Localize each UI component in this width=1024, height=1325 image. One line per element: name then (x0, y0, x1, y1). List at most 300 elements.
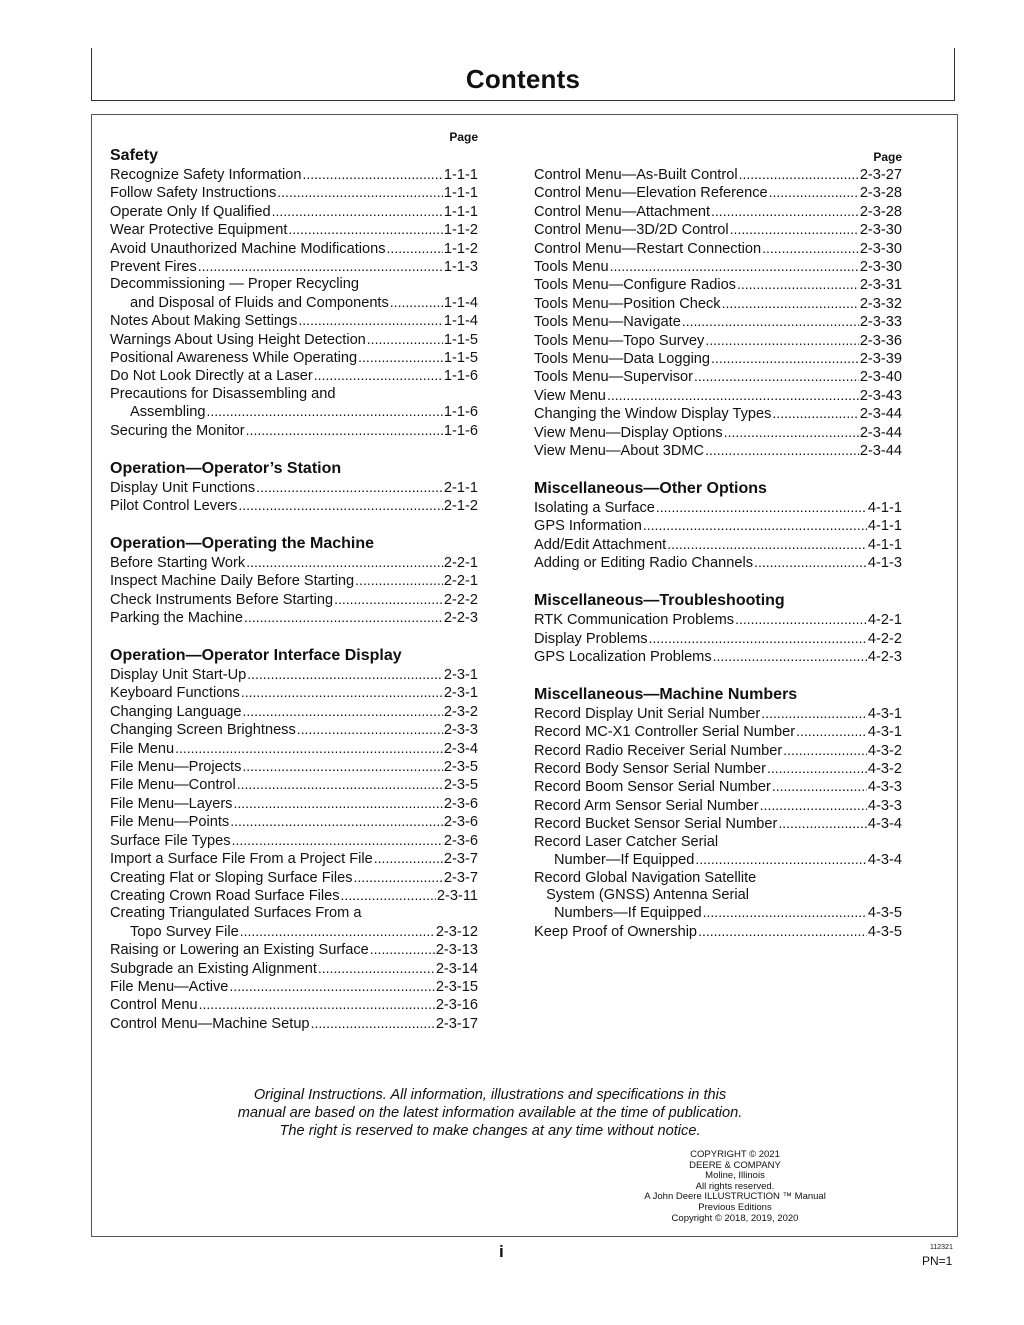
dot-leader (739, 166, 859, 184)
toc-entry-label: File Menu—Projects (110, 759, 242, 776)
dot-leader (246, 554, 443, 572)
toc-entry[interactable] (534, 405, 902, 423)
toc-entry-page: 4-2-2 (867, 630, 902, 647)
toc-entry[interactable] (110, 978, 478, 996)
toc-entry-label: Control Menu—Machine Setup (110, 1015, 310, 1032)
dot-leader (737, 276, 859, 294)
toc-entry[interactable] (110, 349, 478, 367)
section-gap (110, 628, 478, 647)
dot-leader (703, 904, 867, 922)
toc-entry-label: Tools Menu—Data Logging (534, 351, 711, 368)
dot-leader (796, 723, 867, 741)
dot-leader (754, 554, 867, 572)
toc-entry[interactable] (110, 422, 478, 440)
toc-entry[interactable] (110, 203, 478, 221)
dot-leader (341, 887, 436, 905)
toc-entry-page: 1-1-2 (443, 240, 478, 257)
dot-leader (767, 760, 867, 778)
dot-leader (229, 978, 434, 996)
dot-leader (199, 996, 435, 1014)
toc-entry[interactable] (110, 684, 478, 702)
toc-entry[interactable] (110, 184, 478, 202)
toc-entry-label: Record Display Unit Serial Number (534, 705, 761, 722)
toc-entry-label: Inspect Machine Daily Before Starting (110, 573, 355, 590)
toc-entry-label: Prevent Fires (110, 259, 197, 276)
toc-entry[interactable] (110, 166, 478, 184)
dot-leader (237, 776, 443, 794)
toc-entry-label: File Menu—Active (110, 978, 229, 995)
dot-leader (656, 499, 867, 517)
dot-leader (246, 422, 443, 440)
toc-entry-label: Control Menu—Restart Connection (534, 240, 762, 257)
page-column-header: Page (873, 150, 902, 164)
copyright-line: Previous Editions (698, 1201, 772, 1213)
copyright-line: COPYRIGHT © 2021 (690, 1149, 780, 1160)
toc-section (110, 515, 478, 627)
toc-entry-page: 2-3-1 (443, 685, 478, 702)
toc-entry-page: 4-2-1 (867, 612, 902, 629)
toc-entry-label: Isolating a Surface (534, 500, 655, 516)
toc-entry[interactable] (110, 591, 478, 609)
toc-entry-page: 2-3-11 (436, 887, 478, 904)
toc-entry[interactable] (534, 240, 902, 258)
dot-leader (297, 721, 443, 739)
toc-entry[interactable] (534, 424, 902, 442)
dot-leader (256, 479, 443, 497)
dot-leader (713, 648, 867, 666)
toc-entry-page: 2-3-36 (859, 332, 902, 349)
toc-entry-label: Assembling (130, 404, 206, 421)
toc-entry-label: File Menu—Layers (110, 795, 233, 812)
toc-entry-page: 4-3-3 (867, 779, 902, 796)
toc-entry-label: RTK Communication Problems (534, 612, 735, 629)
dot-leader (355, 572, 443, 590)
toc-entry-page: 2-3-27 (859, 167, 902, 183)
dot-leader (314, 367, 443, 385)
toc-entry-label: Pilot Control Levers (110, 498, 238, 514)
dot-leader (711, 350, 859, 368)
dot-leader (772, 405, 858, 423)
toc-entry-page: 2-3-6 (443, 814, 478, 831)
toc-entry-label: Before Starting Work (110, 554, 246, 571)
toc-entry[interactable] (534, 499, 902, 517)
toc-entry-page: 2-3-7 (443, 869, 478, 886)
toc-entry-label: Changing Screen Brightness (110, 722, 296, 739)
toc-entry-line: Decommissioning — Proper Recycling (110, 276, 359, 293)
dot-leader (610, 258, 859, 276)
toc-entry[interactable] (534, 815, 902, 833)
toc-entry-label: Record Boom Sensor Serial Number (534, 779, 771, 796)
toc-entry-page: 2-3-7 (443, 851, 478, 868)
toc-entry[interactable] (110, 740, 478, 758)
toc-entry[interactable] (110, 240, 478, 258)
toc-entry[interactable] (534, 611, 902, 629)
toc-entry-label: Parking the Machine (110, 610, 244, 627)
toc-entry[interactable] (534, 778, 902, 796)
toc-entry-label: Avoid Unauthorized Machine Modifications (110, 240, 386, 257)
toc-entry[interactable] (534, 350, 902, 368)
dot-leader (175, 740, 443, 758)
toc-entry-page: 2-3-44 (859, 443, 902, 460)
toc-entry-label: Record Radio Receiver Serial Number (534, 742, 783, 759)
copyright-block (620, 1150, 850, 1224)
dot-leader (230, 813, 443, 831)
toc-entry[interactable] (110, 572, 478, 590)
toc-entry[interactable] (534, 184, 902, 202)
toc-entry-page: 2-3-12 (435, 923, 478, 940)
toc-entry-page: 2-2-1 (443, 573, 478, 590)
dot-leader (695, 851, 867, 869)
toc-entry[interactable] (110, 795, 478, 813)
dot-leader (238, 497, 443, 515)
toc-entry[interactable] (110, 1015, 478, 1033)
toc-entry-page: 1-1-6 (443, 368, 478, 385)
dot-leader (769, 184, 859, 202)
page-title: Contents (465, 64, 581, 94)
section-title: Operation—Operator Interface Display (110, 647, 402, 665)
dot-leader (367, 331, 443, 349)
toc-entry-page: 4-1-3 (867, 555, 902, 572)
toc-section (110, 628, 478, 1034)
toc-entry-label: Positional Awareness While Operating (110, 350, 358, 367)
toc-entry-label: Keyboard Functions (110, 685, 240, 702)
dot-leader (705, 332, 858, 350)
toc-entry-page: 2-3-44 (859, 406, 902, 423)
toc-entry-page: 2-3-44 (859, 424, 902, 441)
toc-entry[interactable] (534, 368, 902, 386)
dot-leader (772, 778, 867, 796)
toc-entry-label: Recognize Safety Information (110, 167, 302, 183)
toc-entry-page: 4-3-2 (867, 761, 902, 778)
toc-entry-page: 1-1-1 (443, 167, 478, 183)
dot-leader (334, 591, 443, 609)
toc-entry-page: 4-3-5 (867, 905, 902, 922)
toc-entry-label: Raising or Lowering an Existing Surface (110, 942, 369, 959)
toc-entry[interactable] (110, 776, 478, 794)
dot-leader (711, 203, 859, 221)
toc-entry-page: 1-1-2 (443, 222, 478, 239)
page-column-header: Page (449, 130, 478, 144)
dot-leader (242, 703, 442, 721)
document-code: 112321 (930, 1244, 953, 1251)
toc-entry[interactable] (534, 723, 902, 741)
toc-entry-page: 4-3-4 (867, 816, 902, 833)
toc-entry[interactable] (110, 721, 478, 739)
toc-entry[interactable] (110, 887, 478, 905)
toc-entry-page: 1-1-1 (443, 185, 478, 202)
toc-entry-label: Add/Edit Attachment (534, 536, 667, 553)
toc-entry-page: 2-1-2 (443, 498, 478, 514)
toc-entry-page: 4-1-1 (867, 536, 902, 553)
title-box (91, 48, 955, 101)
toc-entry-label: Control Menu—Elevation Reference (534, 185, 768, 202)
toc-entry-page: 1-1-1 (443, 203, 478, 220)
toc-entry-page: 4-1-1 (867, 500, 902, 516)
toc-entry-label: Warnings About Using Height Detection (110, 331, 366, 348)
dot-leader (643, 517, 867, 535)
toc-entry-label: Surface File Types (110, 832, 231, 849)
copyright-line: DEERE & COMPANY (689, 1159, 781, 1171)
toc-entry-line: Record Laser Catcher Serial (534, 833, 719, 850)
toc-entry[interactable] (110, 941, 478, 959)
dot-leader (358, 349, 443, 367)
toc-entry-label: Tools Menu—Navigate (534, 314, 681, 331)
toc-entry-page: 4-3-1 (867, 724, 902, 741)
toc-entry[interactable] (534, 904, 902, 922)
toc-entry-label: Do Not Look Directly at a Laser (110, 368, 313, 385)
dot-leader (318, 960, 435, 978)
dot-leader (724, 424, 859, 442)
toc-entry-label: Notes About Making Settings (110, 313, 298, 330)
notice-line: The right is reserved to make changes at any time without notice. (279, 1123, 701, 1139)
dot-leader (387, 240, 443, 258)
toc-entry[interactable] (534, 648, 902, 666)
notice-line: Original Instructions. All information, illustrations and specifications in this (253, 1087, 727, 1103)
toc-entry-label: Tools Menu—Topo Survey (534, 332, 705, 349)
toc-entry-label: GPS Information (534, 518, 642, 535)
toc-entry-page: 2-3-15 (435, 978, 478, 995)
toc-entry-label: Control Menu—As-Built Control (534, 167, 738, 183)
toc-entry-page: 2-3-17 (435, 1015, 478, 1032)
toc-entry-label: Creating Flat or Sloping Surface Files (110, 869, 353, 886)
toc-entry-page: 2-3-2 (443, 703, 478, 720)
toc-entry-page: 2-3-28 (859, 185, 902, 202)
toc-entry[interactable] (110, 850, 478, 868)
toc-entry[interactable] (110, 258, 478, 276)
dot-leader (778, 815, 867, 833)
toc-entry[interactable] (534, 276, 902, 294)
toc-entry-page: 2-3-39 (859, 351, 902, 368)
toc-entry-page: 2-3-28 (859, 203, 902, 220)
toc-entry[interactable] (110, 609, 478, 627)
section-title: Miscellaneous—Other Options (534, 480, 767, 497)
toc-entry-page: 2-3-33 (859, 314, 902, 331)
notice-line: manual are based on the latest information available at the time of publication. (237, 1105, 743, 1121)
toc-entry-label: Record Arm Sensor Serial Number (534, 797, 759, 814)
toc-entry-label: Import a Surface File From a Project File (110, 851, 373, 868)
section-title: Miscellaneous—Machine Numbers (534, 685, 798, 703)
dot-leader (698, 923, 867, 941)
toc-entry[interactable] (534, 313, 902, 331)
dot-leader (277, 184, 443, 202)
toc-entry-page: 1-1-4 (443, 294, 478, 311)
toc-entry-line: Record Global Navigation Satellite (534, 869, 757, 886)
page-number: i (499, 1242, 504, 1261)
toc-entry[interactable] (110, 960, 478, 978)
toc-entry[interactable] (534, 295, 902, 313)
dot-leader (272, 203, 443, 221)
toc-entry-page: 1-1-4 (443, 313, 478, 330)
copyright-line: Moline, Illinois (705, 1170, 765, 1182)
toc-entry[interactable] (534, 554, 902, 572)
toc-entry-page: 2-3-43 (859, 387, 902, 404)
dot-leader (374, 850, 443, 868)
toc-entry-page: 2-3-14 (435, 960, 478, 977)
toc-entry-label: Operate Only If Qualified (110, 203, 271, 220)
toc-entry[interactable] (534, 797, 902, 815)
toc-entry-page: 4-3-1 (867, 705, 902, 722)
toc-entry[interactable] (110, 331, 478, 349)
copyright-line: Copyright © 2018, 2019, 2020 (671, 1212, 799, 1224)
toc-entry-label: Subgrade an Existing Alignment (110, 960, 317, 977)
toc-entry[interactable] (110, 832, 478, 850)
toc-entry-page: 1-1-3 (443, 259, 478, 276)
original-instructions-notice (150, 1086, 830, 1140)
toc-entry-page: 2-3-32 (859, 295, 902, 312)
section-gap (534, 666, 902, 685)
toc-entry-label: Number—If Equipped (554, 852, 695, 869)
toc-entry-label: Keep Proof of Ownership (534, 923, 698, 940)
right-sections (534, 166, 902, 941)
toc-entry[interactable] (534, 221, 902, 239)
left-sections (110, 146, 478, 1033)
toc-entry[interactable] (534, 442, 902, 460)
dot-leader (682, 313, 859, 331)
toc-entry-page: 4-3-3 (867, 797, 902, 814)
toc-section (534, 573, 902, 667)
toc-entry[interactable] (534, 517, 902, 535)
toc-entry-label: File Menu (110, 740, 175, 757)
toc-entry[interactable] (110, 221, 478, 239)
toc-entry-label: Check Instruments Before Starting (110, 591, 334, 608)
toc-section (534, 166, 902, 461)
toc-entry[interactable] (110, 703, 478, 721)
toc-entry-page: 2-3-6 (443, 832, 478, 849)
toc-entry[interactable] (110, 367, 478, 385)
toc-section (110, 440, 478, 515)
toc-entry-line: System (GNSS) Antenna Serial (534, 886, 749, 903)
toc-entry-label: Control Menu (110, 997, 198, 1014)
toc-entry-page: 2-3-3 (443, 722, 478, 739)
toc-entry[interactable] (110, 813, 478, 831)
toc-entry-page: 2-3-5 (443, 759, 478, 776)
toc-entry-line: Creating Triangulated Surfaces From a (110, 905, 362, 922)
toc-entry[interactable] (110, 996, 478, 1014)
toc-entry[interactable] (534, 630, 902, 648)
dot-leader (298, 312, 443, 330)
toc-entry-page: 2-2-2 (443, 591, 478, 608)
dot-leader (761, 705, 867, 723)
toc-entry[interactable] (534, 923, 902, 941)
toc-entry-page: 2-3-30 (859, 222, 902, 239)
toc-entry-label: Tools Menu—Configure Radios (534, 277, 736, 294)
toc-entry-label: Control Menu—Attachment (534, 203, 711, 220)
toc-entry-label: Adding or Editing Radio Channels (534, 555, 754, 572)
toc-entry-page: 2-3-16 (435, 997, 478, 1014)
toc-entry[interactable] (534, 166, 902, 184)
dot-leader (607, 387, 859, 405)
section-title: Operation—Operator’s Station (110, 459, 342, 477)
toc-entry[interactable] (534, 705, 902, 723)
toc-entry[interactable] (534, 258, 902, 276)
toc-entry[interactable] (110, 497, 478, 515)
dot-leader (241, 684, 443, 702)
dot-leader (722, 295, 859, 313)
toc-entry[interactable] (110, 666, 478, 684)
dot-leader (240, 923, 435, 941)
toc-entry[interactable] (534, 742, 902, 760)
toc-entry-label: Display Problems (534, 630, 648, 647)
toc-entry-label: Display Unit Functions (110, 479, 256, 496)
toc-entry-label: File Menu—Control (110, 777, 236, 794)
toc-entry[interactable] (110, 479, 478, 497)
section-gap (110, 440, 478, 459)
toc-entry[interactable] (110, 312, 478, 330)
toc-entry[interactable] (110, 294, 478, 312)
right-column (534, 148, 902, 941)
toc-entry-page: 2-3-4 (443, 740, 478, 757)
toc-entry-label: Record Body Sensor Serial Number (534, 761, 766, 778)
toc-entry[interactable] (110, 923, 478, 941)
toc-entry-label: Tools Menu (534, 259, 609, 276)
toc-entry[interactable] (534, 332, 902, 350)
toc-entry-page: 2-3-40 (859, 369, 902, 386)
toc-entry-label: Wear Protective Equipment (110, 222, 288, 239)
dot-leader (762, 240, 859, 258)
pn-label: PN=1 (922, 1254, 953, 1268)
toc-entry-label: View Menu (534, 387, 606, 404)
toc-entry-label: View Menu—Display Options (534, 424, 723, 441)
toc-section (534, 461, 902, 573)
toc-entry-label: Securing the Monitor (110, 422, 245, 439)
toc-entry[interactable] (534, 760, 902, 778)
dot-leader (247, 666, 443, 684)
copyright-line: All rights reserved. (695, 1180, 775, 1192)
toc-entry-page: 2-3-5 (443, 777, 478, 794)
dot-leader (730, 221, 859, 239)
toc-entry[interactable] (534, 536, 902, 554)
toc-entry-label: Control Menu—3D/2D Control (534, 222, 729, 239)
dot-leader (302, 166, 442, 184)
dot-leader (760, 797, 867, 815)
toc-entry-label: Follow Safety Instructions (110, 185, 277, 202)
toc-entry-label: Record MC-X1 Controller Serial Number (534, 724, 796, 741)
toc-entry[interactable] (110, 869, 478, 887)
toc-entry-label: Tools Menu—Supervisor (534, 369, 693, 386)
toc-entry-page: 4-3-2 (867, 742, 902, 759)
toc-entry[interactable] (534, 851, 902, 869)
toc-entry[interactable] (534, 203, 902, 221)
toc-entry-page: 4-3-5 (867, 923, 902, 940)
toc-entry-label: Topo Survey File (130, 923, 239, 940)
dot-leader (649, 630, 867, 648)
toc-section (534, 666, 902, 941)
toc-entry[interactable] (534, 387, 902, 405)
toc-entry-label: and Disposal of Fluids and Components (130, 294, 389, 311)
left-column (110, 128, 478, 1033)
dot-leader (232, 832, 443, 850)
toc-entry-label: Record Bucket Sensor Serial Number (534, 816, 778, 833)
toc-entry-page: 4-3-4 (867, 852, 902, 869)
toc-entry-label: Tools Menu—Position Check (534, 295, 721, 312)
toc-entry-page: 2-2-1 (443, 554, 478, 571)
toc-entry-page: 2-3-31 (859, 277, 902, 294)
toc-entry-page: 2-3-6 (443, 795, 478, 812)
toc-entry-page: 1-1-5 (443, 331, 478, 348)
toc-entry-page: 4-1-1 (867, 518, 902, 535)
dot-leader (390, 294, 443, 312)
section-gap (534, 573, 902, 592)
dot-leader (370, 941, 435, 959)
toc-entry-label: View Menu—About 3DMC (534, 443, 705, 460)
toc-entry[interactable] (110, 554, 478, 572)
toc-entry[interactable] (110, 758, 478, 776)
section-title: Miscellaneous—Troubleshooting (534, 592, 785, 610)
toc-entry[interactable] (110, 403, 478, 421)
dot-leader (244, 609, 443, 627)
toc-section (110, 146, 478, 440)
dot-leader (242, 758, 443, 776)
